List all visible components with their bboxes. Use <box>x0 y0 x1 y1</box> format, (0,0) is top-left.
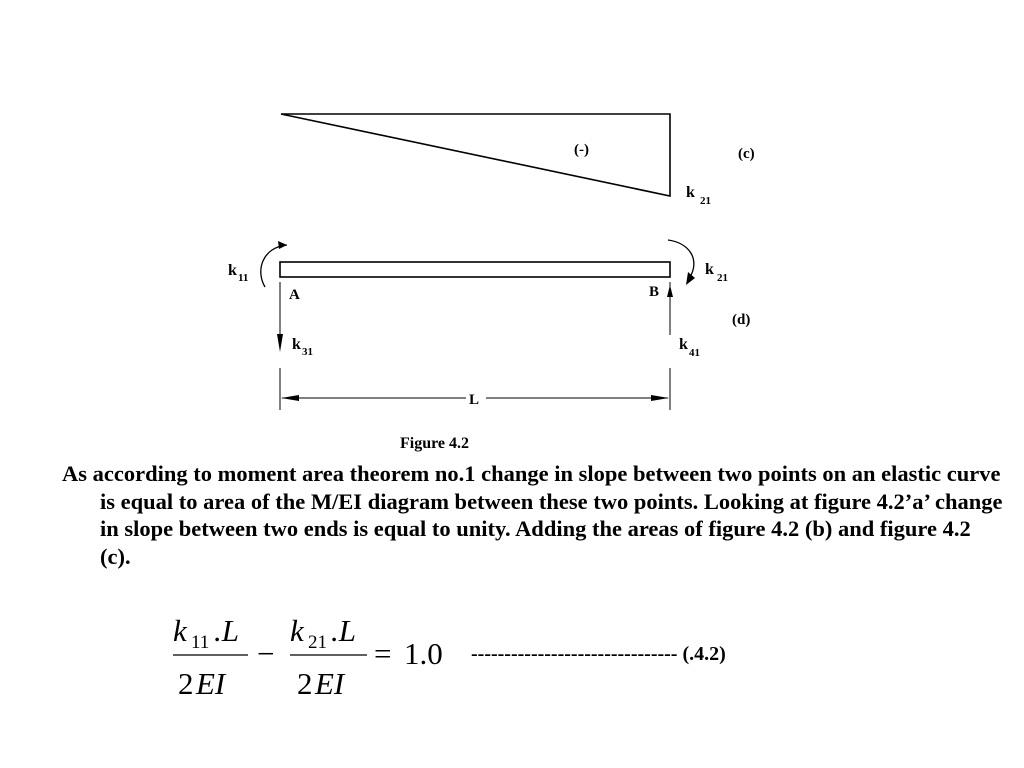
explanation-paragraph: As according to moment area theorem no.1 change in slope between two points on an elastic curve is equal to area of the M/EI diagram between these two points. Looking at figure 4.2’a’ change in slope between two ends is equal to unity. Adding the areas of figure 4.2 (b) and figure 4.2 (c). <box>62 461 1003 569</box>
eq-minus: − <box>257 636 275 671</box>
moment-diagram-c <box>281 114 755 207</box>
figure-caption: Figure 4.2 <box>400 435 470 452</box>
k21-c-subscript: 21 <box>700 195 711 207</box>
k41-subscript: 41 <box>689 347 700 359</box>
moment-arrow-k21 <box>668 240 694 277</box>
eq-equals: = <box>374 636 392 671</box>
k11-letter: k <box>228 262 237 279</box>
eq-term2-rest: .L <box>331 613 356 648</box>
eq-term1-den: EI <box>196 666 226 701</box>
support-a-label: A <box>289 287 300 303</box>
k31-letter: k <box>292 336 301 353</box>
part-c-tag: (c) <box>738 146 755 162</box>
eq-term2-subscript: 21 <box>308 632 327 653</box>
eq-term1-k: k <box>173 613 187 648</box>
equation-4-2 <box>173 613 726 701</box>
eq-rhs: 1.0 <box>404 636 443 671</box>
support-b-label: B <box>649 284 660 300</box>
k31-subscript: 31 <box>302 346 313 358</box>
eq-term1-rest: .L <box>214 613 239 648</box>
eq-label: ------------------------------- (.4.2) <box>471 643 726 665</box>
k21-c-letter: k <box>686 184 695 201</box>
length-label: L <box>469 392 480 408</box>
eq-term1-subscript: 11 <box>191 632 210 653</box>
moment-triangle <box>281 114 670 196</box>
eq-term2-k: k <box>290 613 304 648</box>
moment-arrow-k11 <box>261 245 287 287</box>
negative-sign-label: (-) <box>574 142 589 158</box>
moment-arrowhead-k11 <box>278 241 287 249</box>
part-d-tag: (d) <box>732 312 751 328</box>
eq-term2-den: EI <box>315 666 345 701</box>
k11-subscript: 11 <box>238 272 249 284</box>
k21-d-letter: k <box>705 261 714 278</box>
beam <box>280 262 670 277</box>
eq-term2-den-num: 2 <box>297 666 313 701</box>
k21-d-subscript: 21 <box>717 272 728 284</box>
eq-term1-den-num: 2 <box>178 666 194 701</box>
beam-diagram-d <box>228 240 750 410</box>
k41-letter: k <box>679 336 688 353</box>
moment-arrowhead-k21 <box>686 272 695 285</box>
reaction-arrowhead-k31 <box>277 334 283 352</box>
dimension-arrowhead-left <box>281 395 299 401</box>
dimension-arrowhead-right <box>651 395 669 401</box>
